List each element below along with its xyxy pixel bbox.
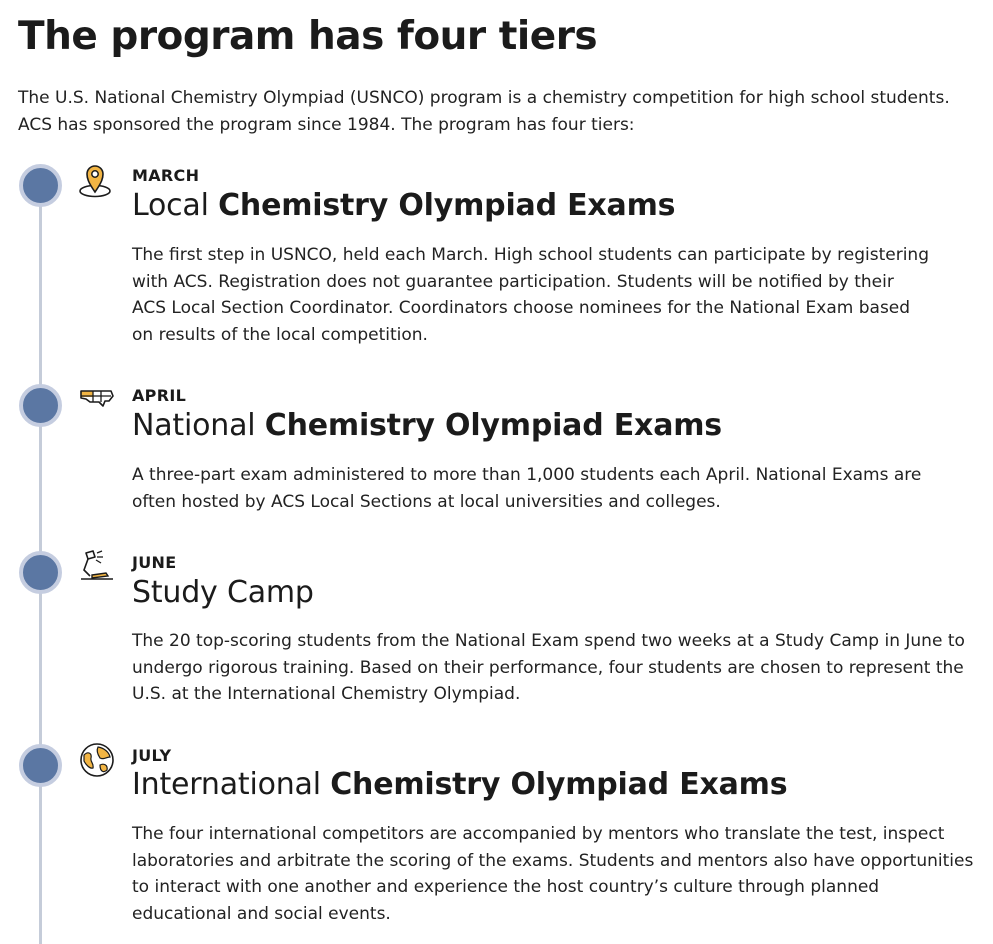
tier-heading-light: Local bbox=[132, 188, 209, 223]
tier-month: JUNE bbox=[132, 553, 177, 572]
page-title: The program has four tiers bbox=[18, 14, 598, 59]
tier-heading bbox=[132, 188, 675, 223]
timeline-dot bbox=[19, 384, 62, 427]
tier-month: MARCH bbox=[132, 166, 200, 185]
intro-paragraph: The U.S. National Chemistry Olympiad (USNCO) program is a chemistry competition for high school students. ACS has sponsored the program since 1984. The program has four tiers: bbox=[18, 88, 950, 135]
tier-heading-light: Study Camp bbox=[132, 575, 314, 610]
tier-heading-bold: Chemistry Olympiad Exams bbox=[264, 408, 722, 443]
tier-heading-bold: Chemistry Olympiad Exams bbox=[218, 188, 676, 223]
timeline-dot bbox=[19, 551, 62, 594]
desk-lamp-icon bbox=[78, 548, 116, 586]
map-pin-icon bbox=[78, 162, 116, 200]
tier-heading bbox=[132, 408, 722, 443]
tier-heading-bold: Chemistry Olympiad Exams bbox=[330, 767, 788, 802]
tier-description: A three-part exam administered to more than 1,000 students each April. National Exams are often hosted by ACS Local Sections at local universities and colleges. bbox=[132, 465, 922, 512]
tier-heading-light: National bbox=[132, 408, 256, 443]
tier-heading bbox=[132, 767, 787, 802]
tier-description: The four international competitors are accompanied by mentors who translate the test, inspect laboratories and arbitrate the scoring of the exams. Students and mentors also have opportunities to interact with one another and experience the host country’s culture through planned educational and social events. bbox=[132, 824, 974, 924]
tier-month: JULY bbox=[132, 746, 172, 765]
tier-month: APRIL bbox=[132, 386, 187, 405]
timeline-dot bbox=[19, 744, 62, 787]
us-map-icon bbox=[78, 382, 116, 420]
tier-heading-light: International bbox=[132, 767, 321, 802]
tier-heading bbox=[132, 575, 314, 610]
tier-description: The 20 top-scoring students from the National Exam spend two weeks at a Study Camp in June to undergo rigorous training. Based on their performance, four students are chosen to represent the U.S. at the International Chemistry Olympiad. bbox=[132, 631, 965, 704]
tier-description: The first step in USNCO, held each March. High school students can participate by registering with ACS. Registration does not guarantee participation. Students will be notified by their ACS Local Section Coordinator. Coordinators choose nominees for the National Exam based on results of the local competition. bbox=[132, 245, 929, 345]
globe-icon bbox=[78, 741, 116, 779]
timeline-dot bbox=[19, 164, 62, 207]
